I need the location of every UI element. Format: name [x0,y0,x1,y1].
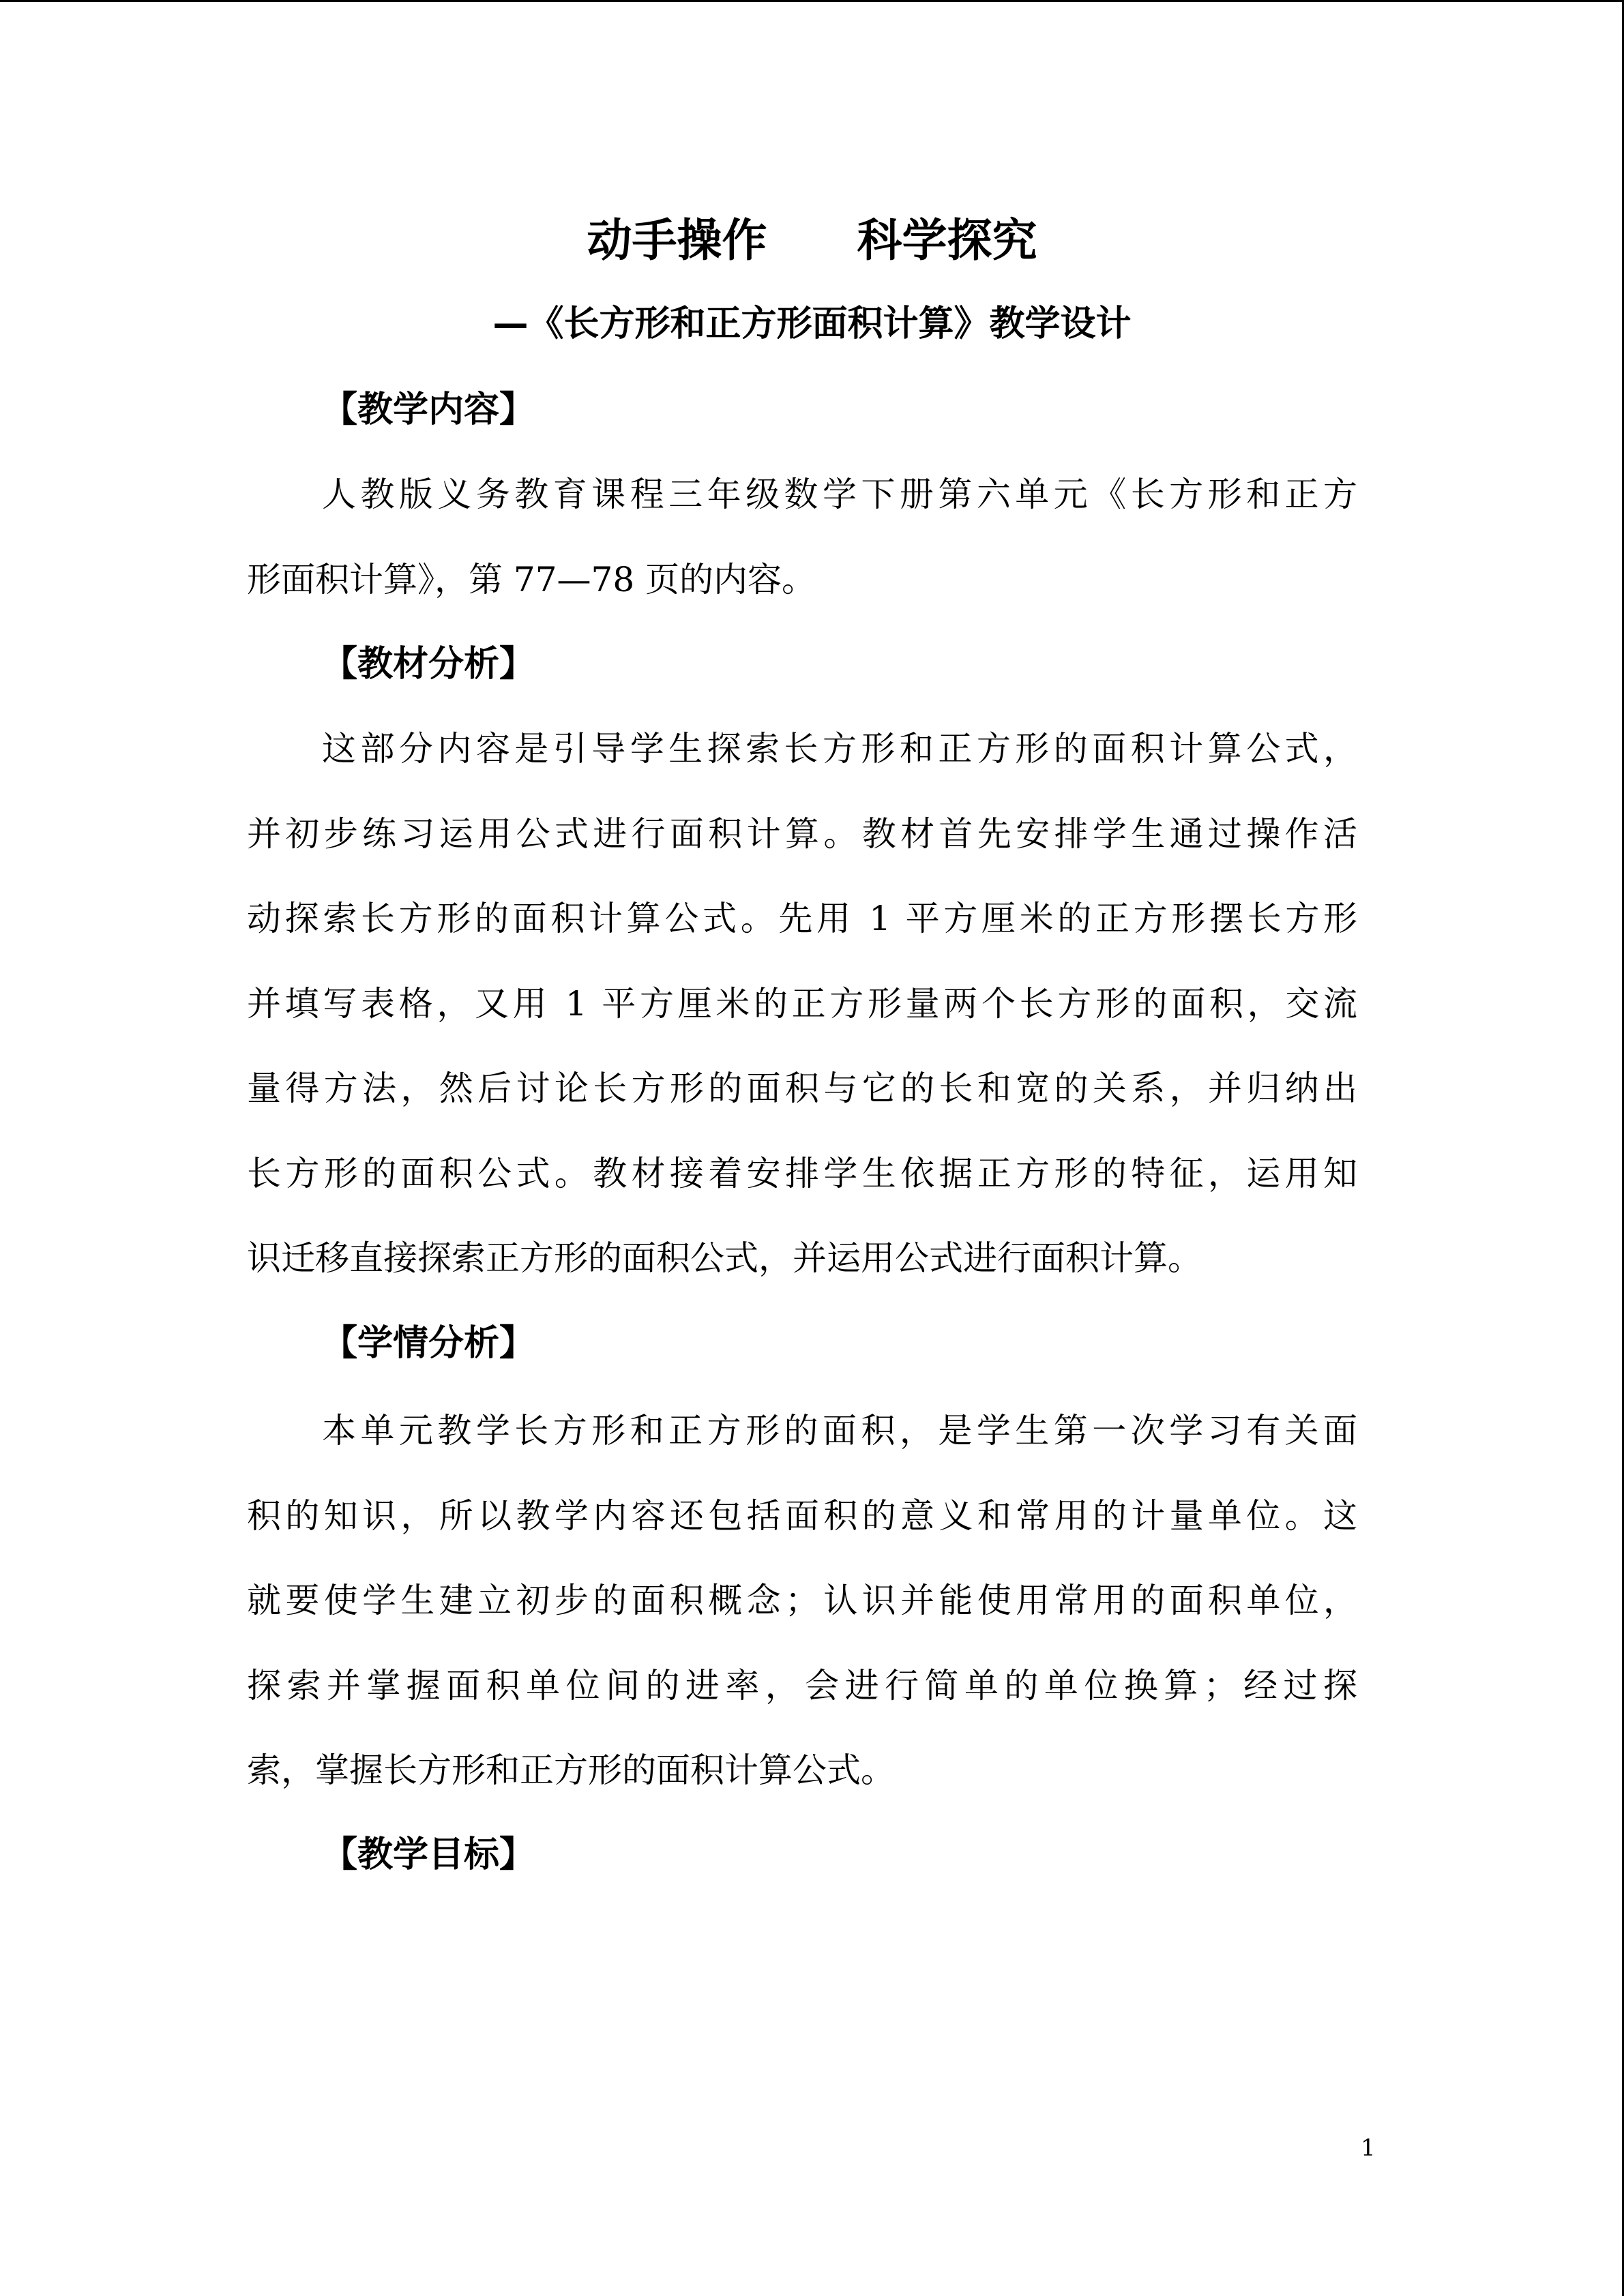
top-border-rule [0,0,1624,2]
document-subtitle: —《长方形和正方形面积计算》教学设计 [492,303,1132,344]
paragraph-line: 就要使学生建立初步的面积概念；认识并能使用常用的面积单位， [247,1581,1357,1620]
paragraph-line: 积的知识，所以教学内容还包括面积的意义和常用的计量单位。这 [247,1495,1357,1536]
section-body-teaching-content [247,452,1357,622]
page-number: 1 [1361,2134,1376,2162]
paragraph-line: 识迁移直接探索正方形的面积公式，并运用公式进行面积计算。 [247,1238,1202,1278]
paragraph-line: 探索并掌握面积单位间的进率，会进行简单的单位换算；经过探 [247,1665,1357,1705]
paragraph-line: 形面积计算》，第 77—78 页的内容。 [247,559,816,599]
document-title: 动手操作 科学探究 [587,214,1037,267]
paragraph-line: 本单元教学长方形和正方形的面积，是学生第一次学习有关面 [322,1411,1357,1450]
paragraph-line: 并初步练习运用公式进行面积计算。教材首先安排学生通过操作活 [247,814,1357,854]
section-heading-textbook-analysis: 【教材分析】 [322,644,535,685]
section-heading-teaching-content: 【教学内容】 [322,389,535,430]
section-body-student-analysis [247,1388,1357,1813]
paragraph-line: 索，掌握长方形和正方形的面积计算公式。 [247,1750,895,1790]
paragraph-line: 这部分内容是引导学生探索长方形和正方形的面积计算公式， [322,729,1357,769]
section-heading-student-analysis: 【学情分析】 [322,1323,535,1364]
section-heading-teaching-goals: 【教学目标】 [322,1834,535,1875]
paragraph-line: 量得方法，然后讨论长方形的面积与它的长和宽的关系，并归纳出 [247,1069,1357,1108]
paragraph-line: 并填写表格，又用 1 平方厘米的正方形量两个长方形的面积，交流 [247,983,1357,1024]
section-body-textbook-analysis [247,706,1357,1301]
paragraph-line: 人教版义务教育课程三年级数学下册第六单元《长方形和正方 [322,475,1357,514]
paragraph-line: 长方形的面积公式。教材接着安排学生依据正方形的特征，运用知 [247,1153,1357,1193]
paragraph-line: 动探索长方形的面积计算公式。先用 1 平方厘米的正方形摆长方形 [247,899,1357,938]
